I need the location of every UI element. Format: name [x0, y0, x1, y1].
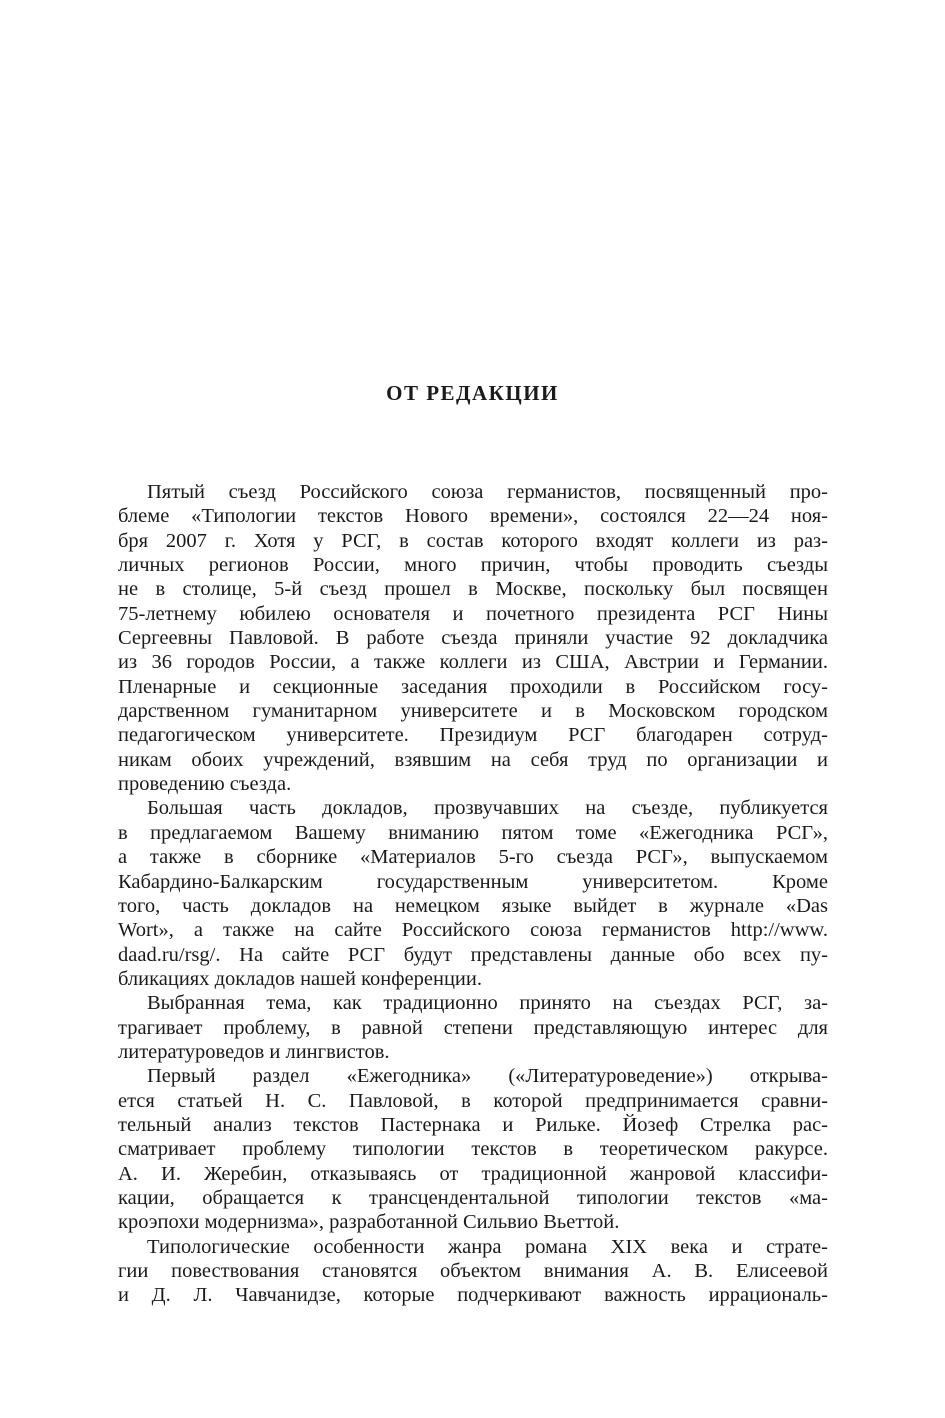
paragraph-line: блеме «Типологии текстов Нового времени», состоялся 22—24 ноя-	[118, 505, 828, 528]
paragraph-line: кроэпохи модернизма», разработанной Сильвио Вьеттой.	[118, 1211, 620, 1234]
paragraph-line: Первый раздел «Ежегодника» («Литературоведение») открыва-	[147, 1065, 828, 1088]
paragraph-line: не в столице, 5-й съезд прошел в Москве, поскольку был посвящен	[118, 578, 828, 601]
paragraph	[118, 480, 828, 796]
paragraph-line: Сергеевны Павловой. В работе съезда приняли участие 92 докладчика	[118, 627, 828, 650]
paragraph-line: Типологические особенности жанра романа XIX века и страте-	[147, 1235, 828, 1258]
body-text	[118, 480, 828, 1308]
paragraph-line: гии повествования становятся объектом внимания А. В. Елисеевой	[118, 1260, 828, 1282]
paragraph-line: daad.ru/rsg/. На сайте РСГ будут представлены данные обо всех пу-	[118, 943, 828, 966]
paragraph-line: литературоведов и лингвистов.	[118, 1040, 390, 1063]
paragraph	[118, 1064, 828, 1234]
paragraph-line: проведению съезда.	[118, 773, 292, 796]
paragraph-line: 75-летнему юбилею основателя и почетного президента РСГ Нины	[118, 602, 828, 625]
paragraph-line: сматривает проблему типологии текстов в теоретическом ракурсе.	[118, 1138, 828, 1161]
paragraph-line: личных регионов России, много причин, чтобы проводить съезды	[118, 554, 828, 577]
paragraph-line: Кабардино-Балкарским государственным университетом. Кроме	[118, 870, 828, 893]
paragraph-line: ется статьей Н. С. Павловой, в которой предпринимается сравни-	[118, 1089, 828, 1112]
paragraph	[118, 991, 828, 1064]
paragraph-line: бликациях докладов нашей конференции.	[118, 967, 482, 990]
paragraph-line: из 36 городов России, а также коллеги из США, Австрии и Германии.	[118, 651, 828, 674]
paragraph	[118, 1235, 828, 1308]
paragraph-line: никам обоих учреждений, взявшим на себя труд по организации и	[118, 748, 828, 771]
paragraph-line: кации, обращается к трансцендентальной типологии текстов «ма-	[118, 1186, 828, 1209]
paragraph-line: в предлагаемом Вашему вниманию пятом томе «Ежегодника РСГ»,	[118, 821, 828, 844]
paragraph-line: Большая часть докладов, прозвучавших на съезде, публикуется	[147, 797, 828, 820]
paragraph	[118, 796, 828, 991]
paragraph-line: Wort», а также на сайте Российского союза германистов http://www.	[118, 919, 828, 942]
paragraph-line: того, часть докладов на немецком языке выйдет в журнале «Das	[118, 894, 828, 917]
paragraph-line: а также в сборнике «Материалов 5-го съезда РСГ», выпускаемом	[118, 846, 828, 869]
paragraph-line: А. И. Жеребин, отказываясь от традиционной жанровой классифи-	[118, 1162, 828, 1185]
paragraph-line: и Д. Л. Чавчанидзе, которые подчеркивают важность иррациональ-	[118, 1284, 828, 1307]
page-title: ОТ РЕДАКЦИИ	[386, 381, 559, 405]
paragraph-line: дарственном гуманитарном университете и в Московском городском	[118, 700, 828, 723]
paragraph-line: тельный анализ текстов Пастернака и Рильке. Йозеф Стрелка рас-	[118, 1113, 828, 1136]
paragraph-line: Пятый съезд Российского союза германистов, посвященный про-	[147, 481, 828, 503]
paragraph-line: бря 2007 г. Хотя у РСГ, в состав которого входят коллеги из раз-	[118, 529, 828, 552]
paragraph-line: педагогическом университете. Президиум РСГ благодарен сотруд-	[118, 724, 828, 747]
paragraph-line: Пленарные и секционные заседания проходили в Российском госу-	[118, 675, 828, 698]
paragraph-line: Выбранная тема, как традиционно принято на съездах РСГ, за-	[147, 992, 828, 1015]
paragraph-line: трагивает проблему, в равной степени представляющую интерес для	[118, 1016, 828, 1039]
